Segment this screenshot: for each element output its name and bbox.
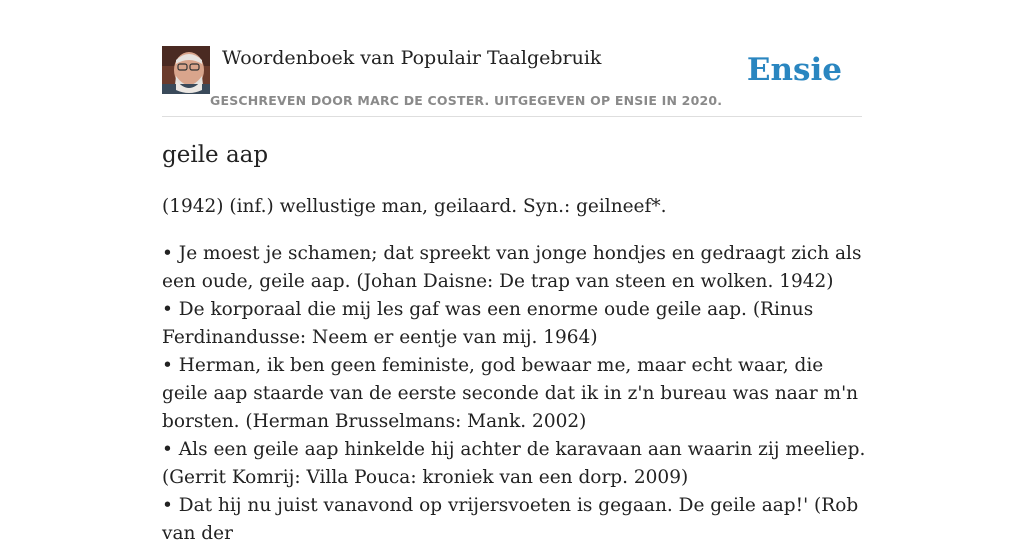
quote-item: • Herman, ik ben geen feministe, god bewaar me, maar echt waar, die geile aap staarde van de eerste seconde dat ik in z'n bureau was naar m'n borsten. (Herman Brusselmans: Mank. 2002) <box>162 355 859 432</box>
author-avatar[interactable] <box>162 46 210 94</box>
quote-list <box>162 240 872 548</box>
quote-item: • Als een geile aap hinkelde hij achter de karavaan aan waarin zij meeliep. (Gerrit Komrij: Villa Pouca: kroniek van een dorp. 2009) <box>162 439 866 488</box>
header <box>162 46 862 117</box>
entry-definition: (1942) (inf.) wellustige man, geilaard. Syn.: geilneef*. <box>162 196 667 217</box>
entry-term: geile aap <box>162 142 269 168</box>
author-byline: GESCHREVEN DOOR MARC DE COSTER. UITGEGEVEN OP ENSIE IN 2020. <box>210 93 723 108</box>
book-title[interactable]: Woordenboek van Populair Taalgebruik <box>222 47 602 69</box>
quote-item: • Dat hij nu juist vanavond op vrijersvoeten is gegaan. De geile aap!' (Rob van der <box>162 495 859 544</box>
author-portrait-icon <box>162 46 210 94</box>
quote-item: • Je moest je schamen; dat spreekt van jonge hondjes en gedraagt zich als een oude, geile aap. (Johan Daisne: De trap van steen en wolken. 1942) <box>162 243 862 292</box>
quote-item: • De korporaal die mij les gaf was een enorme oude geile aap. (Rinus Ferdinandusse: Neem er eentje van mij. 1964) <box>162 299 814 348</box>
ensie-logo[interactable]: Ensie <box>746 52 842 88</box>
